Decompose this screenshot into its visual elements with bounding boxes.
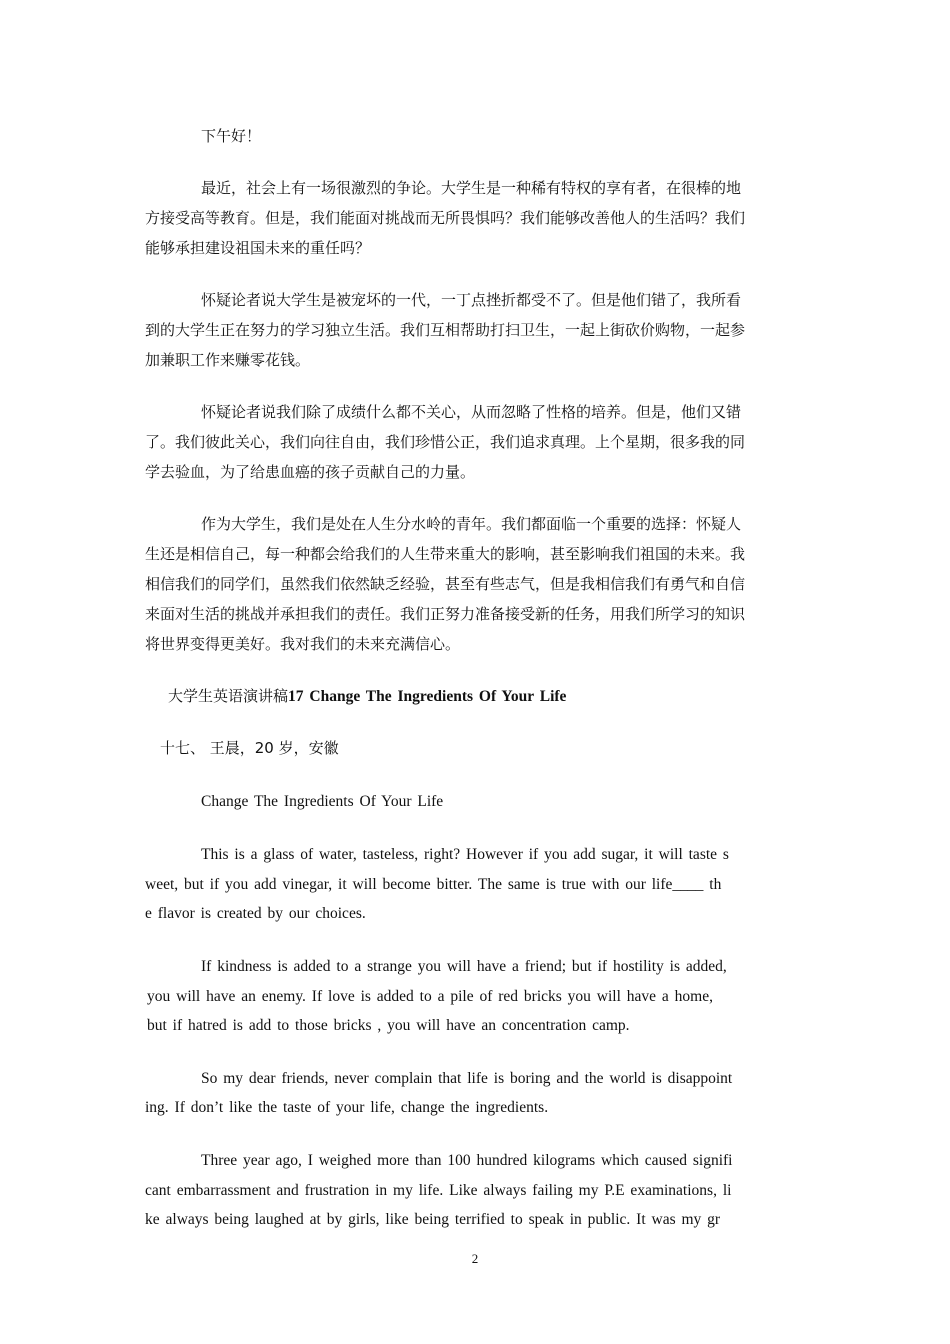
speech-title: Change The Ingredients Of Your Life bbox=[201, 793, 444, 810]
paragraph-line: 到的大学生正在努力的学习独立生活。我们互相帮助打扫卫生，一起上街砍价购物，一起参 bbox=[145, 321, 746, 339]
paragraph-line: If kindness is added to a strange you will have a friend; but if hostility is added, bbox=[201, 958, 727, 975]
paragraph-line: but if hatred is add to those bricks , you will have an concentration camp. bbox=[147, 1017, 630, 1034]
paragraph-line: ing. If don’t like the taste of your life, change the ingredients. bbox=[145, 1099, 549, 1116]
paragraph-line: ke always being laughed at by girls, like being terrified to speak in public. It was my gr bbox=[145, 1211, 721, 1228]
paragraph-line: 最近，社会上有一场很激烈的争论。大学生是一种稀有特权的享有者，在很棒的地 bbox=[201, 179, 742, 197]
paragraph-line: 加兼职工作来赚零花钱。 bbox=[145, 351, 311, 369]
paragraph-line: 来面对生活的挑战并承担我们的责任。我们正努力准备接受新的任务，用我们所学习的知识 bbox=[145, 605, 746, 623]
paragraph-line: cant embarrassment and frustration in my life. Like always failing my P.E examinations, li bbox=[145, 1182, 732, 1199]
paragraph-line: 怀疑论者说我们除了成绩什么都不关心，从而忽略了性格的培养。但是，他们又错 bbox=[201, 403, 742, 421]
paragraph-line: This is a glass of water, tasteless, right? However if you add sugar, it will taste s bbox=[201, 846, 729, 863]
paragraph-line: So my dear friends, never complain that life is boring and the world is disappoint bbox=[201, 1070, 733, 1087]
page-number: 2 bbox=[471, 1251, 479, 1266]
paragraph-line: 将世界变得更美好。我对我们的未来充满信心。 bbox=[145, 635, 461, 653]
paragraph-line: 学去验血，为了给患血癌的孩子贡献自己的力量。 bbox=[145, 463, 476, 481]
paragraph-line: weet, but if you add vinegar, it will become bitter. The same is true with our life____ th bbox=[145, 876, 722, 893]
paragraph-line: Three year ago, I weighed more than 100 hundred kilograms which caused signifi bbox=[201, 1152, 733, 1169]
section-heading-title: 17 Change The Ingredients Of Your Life bbox=[288, 688, 567, 705]
section-heading-prefix: 大学生英语演讲稿 bbox=[168, 687, 289, 705]
paragraph-line: 怀疑论者说大学生是被宠坏的一代，一丁点挫折都受不了。但是他们错了，我所看 bbox=[201, 291, 742, 309]
paragraph-line: e flavor is created by our choices. bbox=[145, 905, 366, 922]
paragraph-line: 了。我们彼此关心，我们向往自由，我们珍惜公正，我们追求真理。上个星期，很多我的同 bbox=[145, 433, 746, 451]
paragraph-line: 作为大学生，我们是处在人生分水岭的青年。我们都面临一个重要的选择：怀疑人 bbox=[201, 515, 742, 533]
paragraph-line: you will have an enemy. If love is added to a pile of red bricks you will have a home, bbox=[147, 988, 713, 1005]
author-line: 十七、 王晨，20 岁，安徽 bbox=[160, 739, 339, 757]
section-heading bbox=[168, 686, 566, 707]
paragraph-line: 方接受高等教育。但是，我们能面对挑战而无所畏惧吗？我们能够改善他人的生活吗？我们 bbox=[145, 209, 746, 227]
paragraph-line: 能够承担建设祖国未来的重任吗？ bbox=[145, 239, 371, 257]
paragraph-line: 生还是相信自己，每一种都会给我们的人生带来重大的影响，甚至影响我们祖国的未来。我 bbox=[145, 545, 746, 563]
greeting: 下午好！ bbox=[201, 127, 262, 145]
paragraph-line: 相信我们的同学们，虽然我们依然缺乏经验，甚至有些志气，但是我相信我们有勇气和自信 bbox=[145, 575, 746, 593]
